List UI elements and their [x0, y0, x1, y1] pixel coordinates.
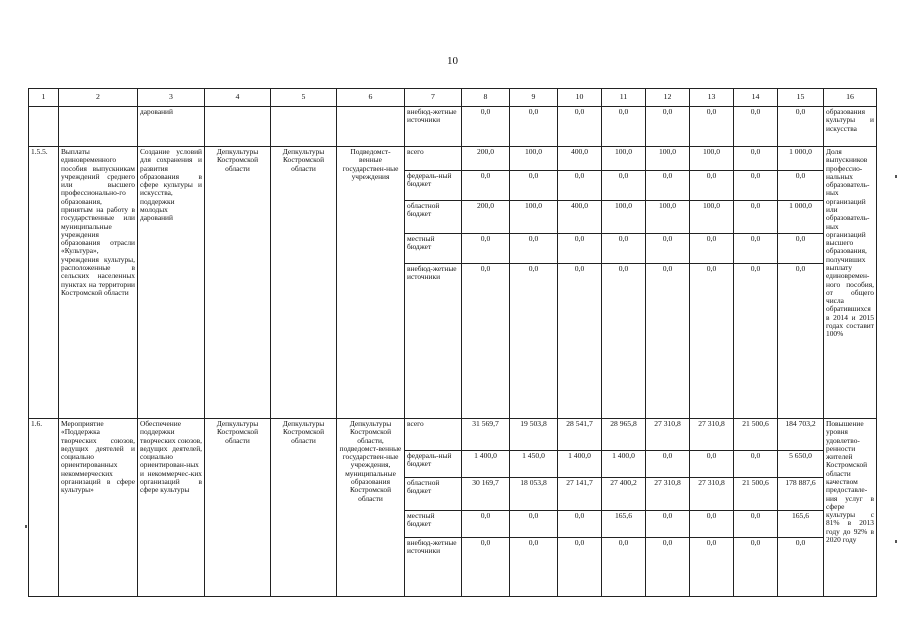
cell-customer: Депкультуры Костромской области	[271, 147, 337, 419]
cell-amount: 0,0	[734, 234, 778, 264]
table-row	[29, 147, 877, 171]
cell-amount: 0,0	[462, 171, 510, 201]
cell-amount: 100,0	[602, 147, 646, 171]
cell-amount: 100,0	[510, 201, 558, 234]
cell-amount: 0,0	[690, 538, 734, 597]
header-cell: 14	[734, 89, 778, 107]
cell-amount: 0,0	[690, 264, 734, 419]
cell-amount: 21 500,6	[734, 419, 778, 451]
cell-funding-source: внебюд-жетные источники	[405, 538, 462, 597]
table-row	[29, 419, 877, 451]
cell-amount: 0,0	[734, 107, 778, 147]
cell-funding-source: внебюд-жетные источники	[405, 107, 462, 147]
header-cell: 6	[337, 89, 405, 107]
cell-amount: 0,0	[510, 234, 558, 264]
cell-amount: 0,0	[510, 107, 558, 147]
cell-amount: 1 400,0	[602, 451, 646, 478]
cell-funding-source: всего	[405, 419, 462, 451]
cell-amount: 100,0	[510, 147, 558, 171]
cell-amount: 1 400,0	[558, 451, 602, 478]
cell-amount: 0,0	[646, 171, 690, 201]
header-cell: 12	[646, 89, 690, 107]
cell-amount: 21 500,6	[734, 478, 778, 511]
cell-amount: 100,0	[690, 147, 734, 171]
cell-amount: 5 650,0	[778, 451, 824, 478]
cell-amount: 0,0	[462, 107, 510, 147]
cell-amount: 0,0	[558, 171, 602, 201]
cell-amount: 100,0	[646, 147, 690, 171]
cell-name: Мероприятие «Поддержка творческих союзов, ведущих деятелей и социально ориентированных некоммерческих организаций в сфере культуры»	[59, 419, 138, 597]
cell-funding-source: местный бюджет	[405, 234, 462, 264]
cell-amount: 1 000,0	[778, 147, 824, 171]
cell-amount: 165,6	[778, 511, 824, 538]
cell-amount: 0,0	[558, 234, 602, 264]
cell-purpose: Создание условий для сохранения и развития образования в сфере культуры и искусства, поддержки молодых дарований	[138, 147, 205, 419]
cell-amount: 0,0	[778, 538, 824, 597]
cell-num	[29, 107, 59, 147]
cell-amount: 0,0	[734, 511, 778, 538]
cell-num: 1.5.5.	[29, 147, 59, 419]
cell-amount: 27 310,8	[646, 478, 690, 511]
cell-amount: 0,0	[602, 171, 646, 201]
cell-amount: 0,0	[690, 511, 734, 538]
cell-result: Доля выпускников профессио-нальных образователь-ных организаций или образователь-ных организаций высшего образования, получивших выплату единовремен-ного пособия, от общего числа обратившихся в 2014 и 2015 годах составит 100%	[824, 147, 877, 419]
cell-amount: 19 503,8	[510, 419, 558, 451]
header-cell: 10	[558, 89, 602, 107]
cell-amount: 0,0	[602, 264, 646, 419]
cell-amount: 30 169,7	[462, 478, 510, 511]
program-activities-table	[28, 88, 877, 597]
scan-mark	[25, 525, 27, 528]
header-cell: 4	[205, 89, 271, 107]
cell-executor: Подведомст-венные государствен-ные учреждения	[337, 147, 405, 419]
cell-amount: 27 310,8	[690, 478, 734, 511]
cell-customer: Депкультуры Костромской области	[271, 419, 337, 597]
cell-amount: 184 703,2	[778, 419, 824, 451]
cell-amount: 0,0	[646, 234, 690, 264]
cell-executor	[337, 107, 405, 147]
table-row	[29, 107, 877, 147]
cell-funding-source: внебюд-жетные источники	[405, 264, 462, 419]
header-cell: 15	[778, 89, 824, 107]
cell-coordinator: Депкультуры Костромской области	[205, 419, 271, 597]
cell-amount: 0,0	[734, 264, 778, 419]
cell-amount: 400,0	[558, 201, 602, 234]
header-cell: 13	[690, 89, 734, 107]
cell-amount: 27 310,8	[690, 419, 734, 451]
cell-funding-source: федераль-ный бюджет	[405, 451, 462, 478]
cell-amount: 27 310,8	[646, 419, 690, 451]
cell-coordinator: Депкультуры Костромской области	[205, 147, 271, 419]
cell-amount: 28 965,8	[602, 419, 646, 451]
cell-amount: 0,0	[462, 511, 510, 538]
header-cell: 16	[824, 89, 877, 107]
cell-amount: 0,0	[510, 264, 558, 419]
cell-amount: 0,0	[734, 538, 778, 597]
cell-amount: 100,0	[646, 201, 690, 234]
cell-amount: 100,0	[690, 201, 734, 234]
cell-amount: 0,0	[558, 107, 602, 147]
header-cell: 3	[138, 89, 205, 107]
cell-funding-source: областной бюджет	[405, 201, 462, 234]
cell-purpose: дарований	[138, 107, 205, 147]
cell-result: образования культуры и искусства	[824, 107, 877, 147]
cell-result: Повышение уровня удовлетво-ренности жителей Костромской области качеством предоставле-ния услуг в сфере культуры с 81% в 2013 году до 92% в 2020 году	[824, 419, 877, 597]
header-cell: 1	[29, 89, 59, 107]
table-row	[29, 89, 877, 107]
cell-amount: 0,0	[510, 538, 558, 597]
cell-amount: 0,0	[690, 451, 734, 478]
cell-amount: 165,6	[602, 511, 646, 538]
cell-amount: 0,0	[558, 511, 602, 538]
cell-amount: 0,0	[646, 451, 690, 478]
cell-amount: 0,0	[462, 234, 510, 264]
header-cell: 8	[462, 89, 510, 107]
cell-amount: 0,0	[778, 264, 824, 419]
cell-amount: 0,0	[778, 234, 824, 264]
cell-funding-source: федераль-ный бюджет	[405, 171, 462, 201]
cell-amount: 0,0	[646, 107, 690, 147]
cell-amount: 0,0	[734, 171, 778, 201]
cell-amount: 1 450,0	[510, 451, 558, 478]
cell-amount: 200,0	[462, 147, 510, 171]
cell-funding-source: местный бюджет	[405, 511, 462, 538]
cell-amount: 0,0	[602, 107, 646, 147]
header-cell: 7	[405, 89, 462, 107]
cell-amount: 31 569,7	[462, 419, 510, 451]
cell-amount: 0,0	[734, 147, 778, 171]
cell-amount: 0,0	[462, 538, 510, 597]
page-number: 10	[447, 55, 458, 67]
cell-amount: 0,0	[510, 171, 558, 201]
cell-amount: 27 141,7	[558, 478, 602, 511]
cell-amount: 0,0	[646, 511, 690, 538]
cell-amount: 100,0	[602, 201, 646, 234]
cell-amount: 0,0	[690, 171, 734, 201]
cell-amount: 178 887,6	[778, 478, 824, 511]
cell-amount: 0,0	[778, 171, 824, 201]
header-cell: 9	[510, 89, 558, 107]
header-cell: 2	[59, 89, 138, 107]
cell-customer	[271, 107, 337, 147]
cell-amount: 18 053,8	[510, 478, 558, 511]
cell-amount: 28 541,7	[558, 419, 602, 451]
cell-amount: 1 000,0	[778, 201, 824, 234]
cell-funding-source: всего	[405, 147, 462, 171]
cell-amount: 0,0	[646, 538, 690, 597]
cell-amount: 400,0	[558, 147, 602, 171]
header-cell: 5	[271, 89, 337, 107]
scan-mark	[895, 175, 897, 178]
header-cell: 11	[602, 89, 646, 107]
cell-amount: 1 400,0	[462, 451, 510, 478]
cell-amount: 0,0	[602, 538, 646, 597]
cell-funding-source: областной бюджет	[405, 478, 462, 511]
cell-amount: 200,0	[462, 201, 510, 234]
cell-amount: 0,0	[510, 511, 558, 538]
cell-amount: 0,0	[690, 107, 734, 147]
cell-name: Выплаты единовременного пособия выпускникам учреждений среднего или высшего профессионально-го образования, принятым на работу в государственные или муниципальные учреждения образования отрасли «Культура», учреждения культуры, расположенные в сельских населенных пунктах на территории Костромской области	[59, 147, 138, 419]
cell-coordinator	[205, 107, 271, 147]
cell-amount: 0,0	[558, 538, 602, 597]
scan-mark	[895, 540, 897, 543]
cell-num: 1.6.	[29, 419, 59, 597]
cell-amount: 0,0	[734, 451, 778, 478]
cell-name	[59, 107, 138, 147]
cell-amount: 0,0	[734, 201, 778, 234]
cell-executor: Депкультуры Костромской области, подведомст-венные государствен-ные учреждения, муниципальные образования Костромской области	[337, 419, 405, 597]
cell-amount: 0,0	[558, 264, 602, 419]
cell-amount: 0,0	[778, 107, 824, 147]
cell-amount: 0,0	[462, 264, 510, 419]
cell-amount: 0,0	[646, 264, 690, 419]
cell-amount: 0,0	[690, 234, 734, 264]
cell-amount: 0,0	[602, 234, 646, 264]
cell-amount: 27 400,2	[602, 478, 646, 511]
cell-purpose: Обеспечение поддержки творческих союзов, ведущих деятелей, социально ориентирован-ных и некоммерчес-ких организаций в сфере культуры	[138, 419, 205, 597]
